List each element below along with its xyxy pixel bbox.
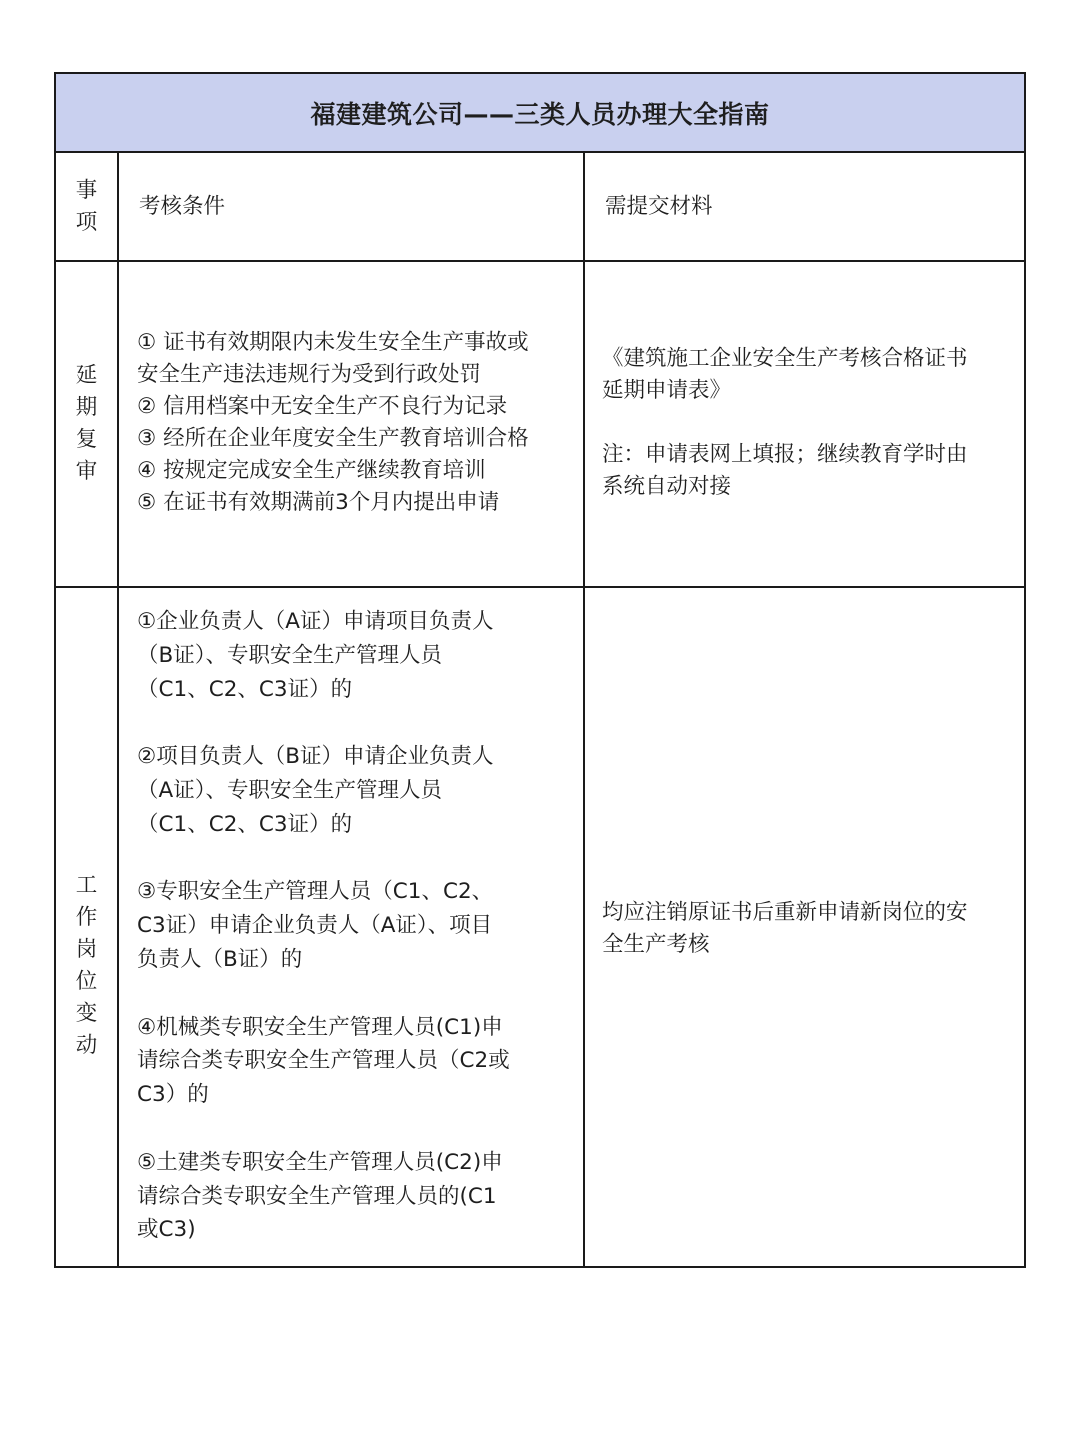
- row-transfer-conditions: ①企业负责人（A证）申请项目负责人 （B证）、专职安全生产管理人员 （C1、C2、C3证）的 ②项目负责人（B证）申请企业负责人 （A证）、专职安全生产管理人员 （C1、C2、C3证）的 ③专职安全生产管理人员（C1、C2、 C3证）申请企业负责人（A证）、项目 负责人（B证）的 ④机械类专职安全生产管理人员(C1)申 请综合类专职安全生产管理人员（C2或 C3）的 ⑤土建类专职安全生产管理人员(C2)申 请综合类专职安全生产管理人员的(C1 或C3): [137, 609, 510, 1243]
- table-title: 福建建筑公司——三类人员办理大全指南: [56, 74, 1024, 153]
- row-transfer-materials: 均应注销原证书后重新申请新岗位的安 全生产考核: [602, 900, 968, 957]
- header-materials: 需提交材料: [605, 193, 713, 219]
- header-conditions-cell: [119, 153, 583, 260]
- header-materials-cell: [585, 153, 1025, 260]
- table-body: [56, 153, 1024, 1266]
- row-transfer-item-cell: [56, 588, 117, 1343]
- column-divider: [583, 153, 585, 1266]
- row-renewal-item: 延期复审: [75, 363, 98, 484]
- header-conditions: 考核条件: [139, 193, 226, 219]
- header-item: 事项: [75, 177, 98, 235]
- guide-table: [54, 72, 1026, 1268]
- row-divider: [56, 260, 1024, 262]
- row-transfer-item: 工作岗位变动: [75, 872, 98, 1058]
- row-renewal-item-cell: [56, 262, 117, 586]
- header-item-cell: [56, 153, 117, 260]
- row-renewal-conditions: ① 证书有效期限内未发生安全生产事故或 安全生产违法违规行为受到行政处罚 ② 信用档案中无安全生产不良行为记录 ③ 经所在企业年度安全生产教育培训合格 ④ 按规定完成安全生产继续教育培训 ⑤ 在证书有效期满前3个月内提出申请: [137, 330, 529, 515]
- row-renewal-materials: 《建筑施工企业安全生产考核合格证书 延期申请表》 注：申请表网上填报；继续教育学时由 系统自动对接: [602, 346, 968, 499]
- row-divider: [56, 586, 1024, 588]
- column-divider: [117, 153, 119, 1266]
